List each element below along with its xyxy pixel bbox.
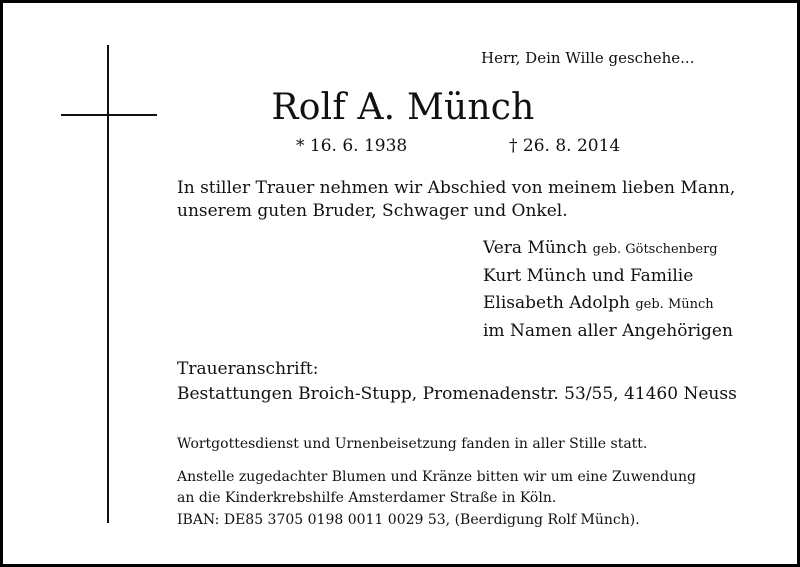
motto: Herr, Dein Wille geschehe... (481, 49, 695, 67)
donation-line-1: Anstelle zugedachter Blumen und Kränze bitten wir um eine Zuwendung (177, 469, 696, 485)
mourner-name: Kurt Münch und Familie (483, 266, 694, 286)
service-note: Wortgottesdienst und Urnenbeisetzung fanden in aller Stille statt. (177, 436, 648, 452)
mourner-note: geb. Götschenberg (592, 242, 718, 257)
mourner-4 (483, 321, 733, 341)
death-date: † 26. 8. 2014 (509, 136, 621, 156)
mourner-3 (483, 293, 714, 313)
address-label: Traueranschrift: (177, 359, 319, 379)
mourner-name: Elisabeth Adolph (483, 293, 630, 313)
mourner-name: im Namen aller Angehörigen (483, 321, 733, 341)
mourner-1 (483, 238, 718, 258)
mourner-2 (483, 266, 693, 286)
deceased-name: Rolf A. Münch (271, 87, 535, 128)
mourner-note: geb. Münch (635, 297, 714, 312)
mourner-name: Vera Münch (483, 238, 588, 258)
address: Bestattungen Broich-Stupp, Promenadenstr. 53/55, 41460 Neuss (177, 384, 737, 404)
donation-line-3: IBAN: DE85 3705 0198 0011 0029 53, (Beerdigung Rolf Münch). (177, 512, 640, 528)
birth-date: * 16. 6. 1938 (296, 136, 408, 156)
donation-line-2: an die Kinderkrebshilfe Amsterdamer Straße in Köln. (177, 490, 557, 506)
intro-line-1: In stiller Trauer nehmen wir Abschied von meinem lieben Mann, (177, 178, 736, 198)
intro-line-2: unserem guten Bruder, Schwager und Onkel. (177, 201, 568, 221)
